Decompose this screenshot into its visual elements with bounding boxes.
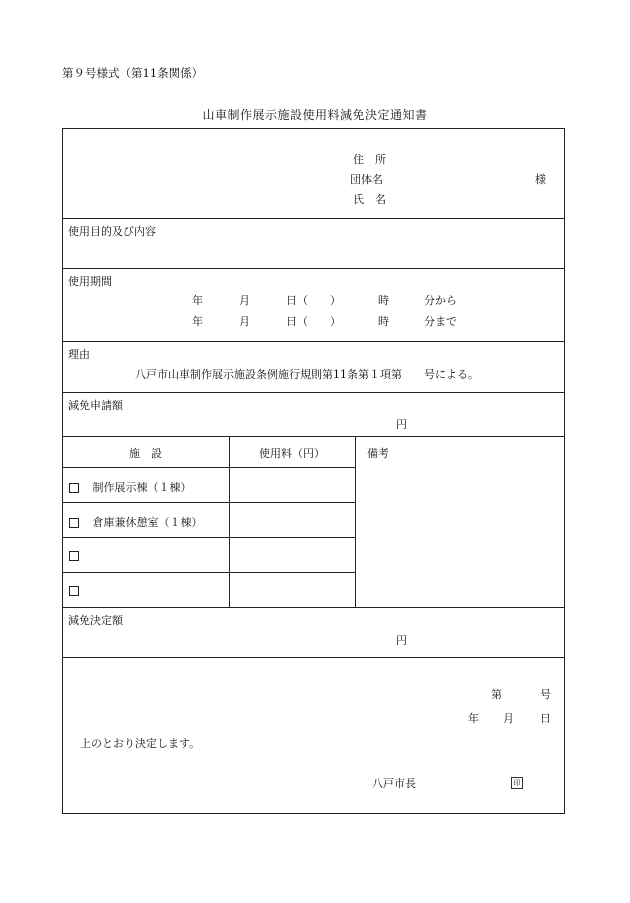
facility-name: 制作展示棟（１棟） <box>92 481 192 494</box>
document-title: 山車制作展示施設使用料減免決定通知書 <box>202 108 428 122</box>
divider-addressee <box>62 218 565 219</box>
facility-name: 倉庫兼休憩室（１棟） <box>92 516 203 529</box>
requested-amount-label: 減免申請額 <box>68 399 123 412</box>
period-end-day: 日（ ） <box>286 315 341 328</box>
reason-text: 八戸市山車制作展示施設条例施行規則第11条第１項第 号による。 <box>135 368 479 381</box>
period-end-year: 年 <box>192 315 203 328</box>
form-number: 第９号様式（第11条関係） <box>62 66 204 80</box>
facility-row-1 <box>69 479 192 495</box>
table-col-divider-1 <box>229 436 230 607</box>
period-end-hour: 時 <box>378 315 389 328</box>
signer-title: 八戸市長 <box>372 777 416 790</box>
date-month: 月 <box>503 712 514 725</box>
document-number-go: 号 <box>540 688 551 701</box>
col-header-facility: 施 設 <box>129 447 162 460</box>
divider-purpose <box>62 268 565 269</box>
date-year: 年 <box>468 712 479 725</box>
seal-icon: 印 <box>511 777 523 789</box>
period-start-year: 年 <box>192 294 203 307</box>
address-label: 住 所 <box>353 153 386 166</box>
period-start-month: 月 <box>239 294 250 307</box>
checkbox-icon[interactable] <box>69 518 79 528</box>
divider-decided <box>62 657 565 658</box>
divider-row-2 <box>62 537 356 538</box>
requested-amount-unit: 円 <box>396 418 407 431</box>
table-col-divider-2 <box>355 436 356 607</box>
divider-row-1 <box>62 502 356 503</box>
period-start-day: 日（ ） <box>286 294 341 307</box>
divider-requested <box>62 436 565 437</box>
checkbox-icon[interactable] <box>69 586 79 596</box>
honorific: 様 <box>535 173 546 186</box>
divider-row-3 <box>62 572 356 573</box>
col-header-fee: 使用料（円） <box>259 447 325 460</box>
period-start-hour: 時 <box>378 294 389 307</box>
reason-label: 理由 <box>68 348 90 361</box>
group-name-label: 団体名 <box>350 173 383 186</box>
period-end-month: 月 <box>239 315 250 328</box>
document-number-dai: 第 <box>491 688 502 701</box>
divider-period <box>62 341 565 342</box>
period-start-minute: 分から <box>424 294 457 307</box>
purpose-label: 使用目的及び内容 <box>68 225 156 238</box>
seal-mark <box>511 775 523 789</box>
decided-amount-label: 減免決定額 <box>68 614 123 627</box>
facility-row-4 <box>69 584 89 597</box>
decided-amount-unit: 円 <box>396 634 407 647</box>
checkbox-icon[interactable] <box>69 483 79 493</box>
date-day: 日 <box>540 712 551 725</box>
divider-table-bottom <box>62 607 565 608</box>
period-label: 使用期間 <box>68 275 112 288</box>
divider-reason <box>62 392 565 393</box>
facility-row-2 <box>69 514 203 530</box>
facility-row-3 <box>69 549 89 562</box>
name-label: 氏 名 <box>353 193 386 206</box>
decision-statement: 上のとおり決定します。 <box>80 737 201 750</box>
checkbox-icon[interactable] <box>69 551 79 561</box>
period-end-minute: 分まで <box>424 315 457 328</box>
divider-table-header <box>62 467 356 468</box>
col-header-remarks: 備考 <box>367 447 389 460</box>
